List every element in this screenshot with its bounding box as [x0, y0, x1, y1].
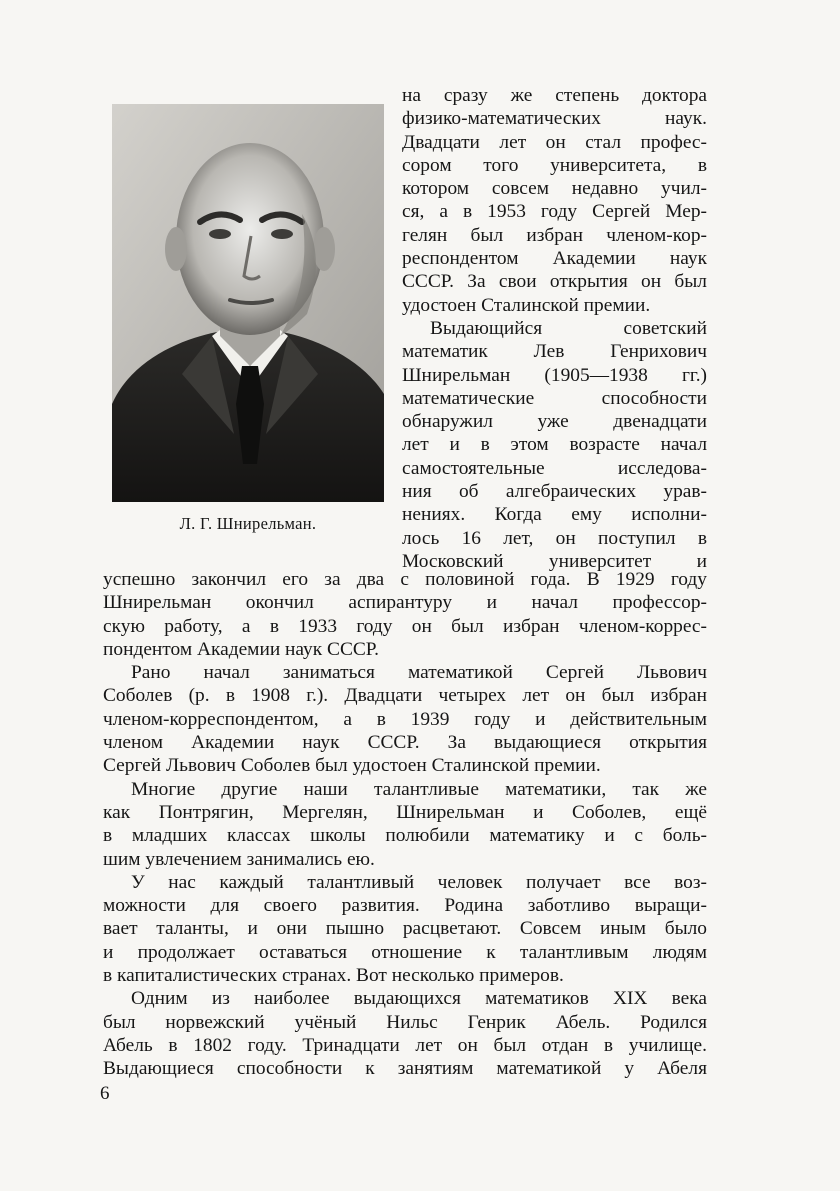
text-line: членом Академии наук СССР. За выдающиеся открытия [103, 732, 707, 754]
text-line: удостоен Сталинской премии. [402, 294, 651, 316]
text-line: вает таланты, и они пышно расцветают. Совсем иным было [103, 918, 707, 940]
text-line: Выдающиеся способности к занятиям математикой у Абеля [103, 1058, 707, 1080]
text-line: ся, а в 1953 году Сергей Мер- [402, 201, 707, 223]
text-line: как Понтрягин, Мергелян, Шнирельман и Соболев, ещё [103, 801, 707, 823]
text-line: шим увлечением занимались ею. [103, 848, 375, 870]
text-line: Соболев (р. в 1908 г.). Двадцати четырех лет он был избран [103, 685, 707, 707]
portrait-image [112, 104, 384, 502]
text-line: обнаружил уже двенадцати [402, 411, 707, 433]
text-line: Двадцати лет он стал профес- [402, 131, 707, 153]
text-line: в младших классах школы полюбили математику и с боль- [103, 825, 707, 847]
text-line: можности для своего развития. Родина заботливо выращи- [103, 895, 707, 917]
text-line: Многие другие наши талантливые математики, так же [131, 778, 707, 800]
text-full-width [103, 568, 707, 1081]
text-line: Шнирельман окончил аспирантуру и начал профессор- [103, 592, 707, 614]
text-line: котором совсем недавно учил- [402, 178, 707, 200]
text-line: математик Лев Генрихович [402, 341, 707, 363]
text-column-beside-photo [402, 84, 707, 573]
text-line: СССР. За свои открытия он был [402, 271, 707, 293]
text-line: лет и в этом возрасте начал [402, 434, 707, 456]
text-line: членом-корреспондентом, а в 1939 году и действительным [103, 708, 707, 730]
text-line: Сергей Львович Соболев был удостоен Сталинской премии. [103, 755, 601, 777]
text-line: У нас каждый талантливый человек получает все воз- [131, 871, 707, 893]
text-line: нениях. Когда ему исполни- [402, 504, 707, 526]
text-line: на сразу же степень доктора [402, 85, 707, 106]
text-line: ния об алгебраических урав- [402, 481, 707, 503]
text-line: пондентом Академии наук СССР. [103, 638, 380, 660]
page-number: 6 [100, 1083, 110, 1104]
text-line: лось 16 лет, он поступил в [402, 527, 707, 549]
text-line: математические способности [402, 387, 707, 409]
text-line: и продолжает оставаться отношение к талантливым людям [103, 941, 707, 963]
text-line: физико-математических наук. [402, 108, 707, 130]
portrait-photo [112, 104, 384, 502]
text-line: был норвежский учёный Нильс Генрик Абель. Родился [103, 1011, 707, 1033]
text-line: респондентом Академии наук [402, 248, 707, 270]
text-line: сором того университета, в [402, 154, 707, 176]
text-line: успешно закончил его за два с половиной года. В 1929 году [103, 569, 707, 590]
text-line: гелян был избран членом-кор- [402, 224, 707, 246]
text-line: в капиталистических странах. Вот несколько примеров. [103, 965, 564, 987]
text-line: Выдающийся советский [430, 317, 707, 339]
figure-caption: Л. Г. Шнирельман. [179, 514, 317, 533]
text-line: Одним из наиболее выдающихся математиков XIX века [131, 988, 707, 1010]
text-line: Абель в 1802 году. Тринадцати лет он был отдан в училище. [103, 1034, 707, 1056]
text-line: Шнирельман (1905—1938 гг.) [402, 364, 707, 386]
text-line: Рано начал заниматься математикой Сергей Львович [131, 662, 707, 684]
text-line: Московский университет и [402, 550, 707, 572]
text-line: скую работу, а в 1933 году он был избран членом-коррес- [103, 615, 707, 637]
text-line: самостоятельные исследова- [402, 457, 707, 479]
